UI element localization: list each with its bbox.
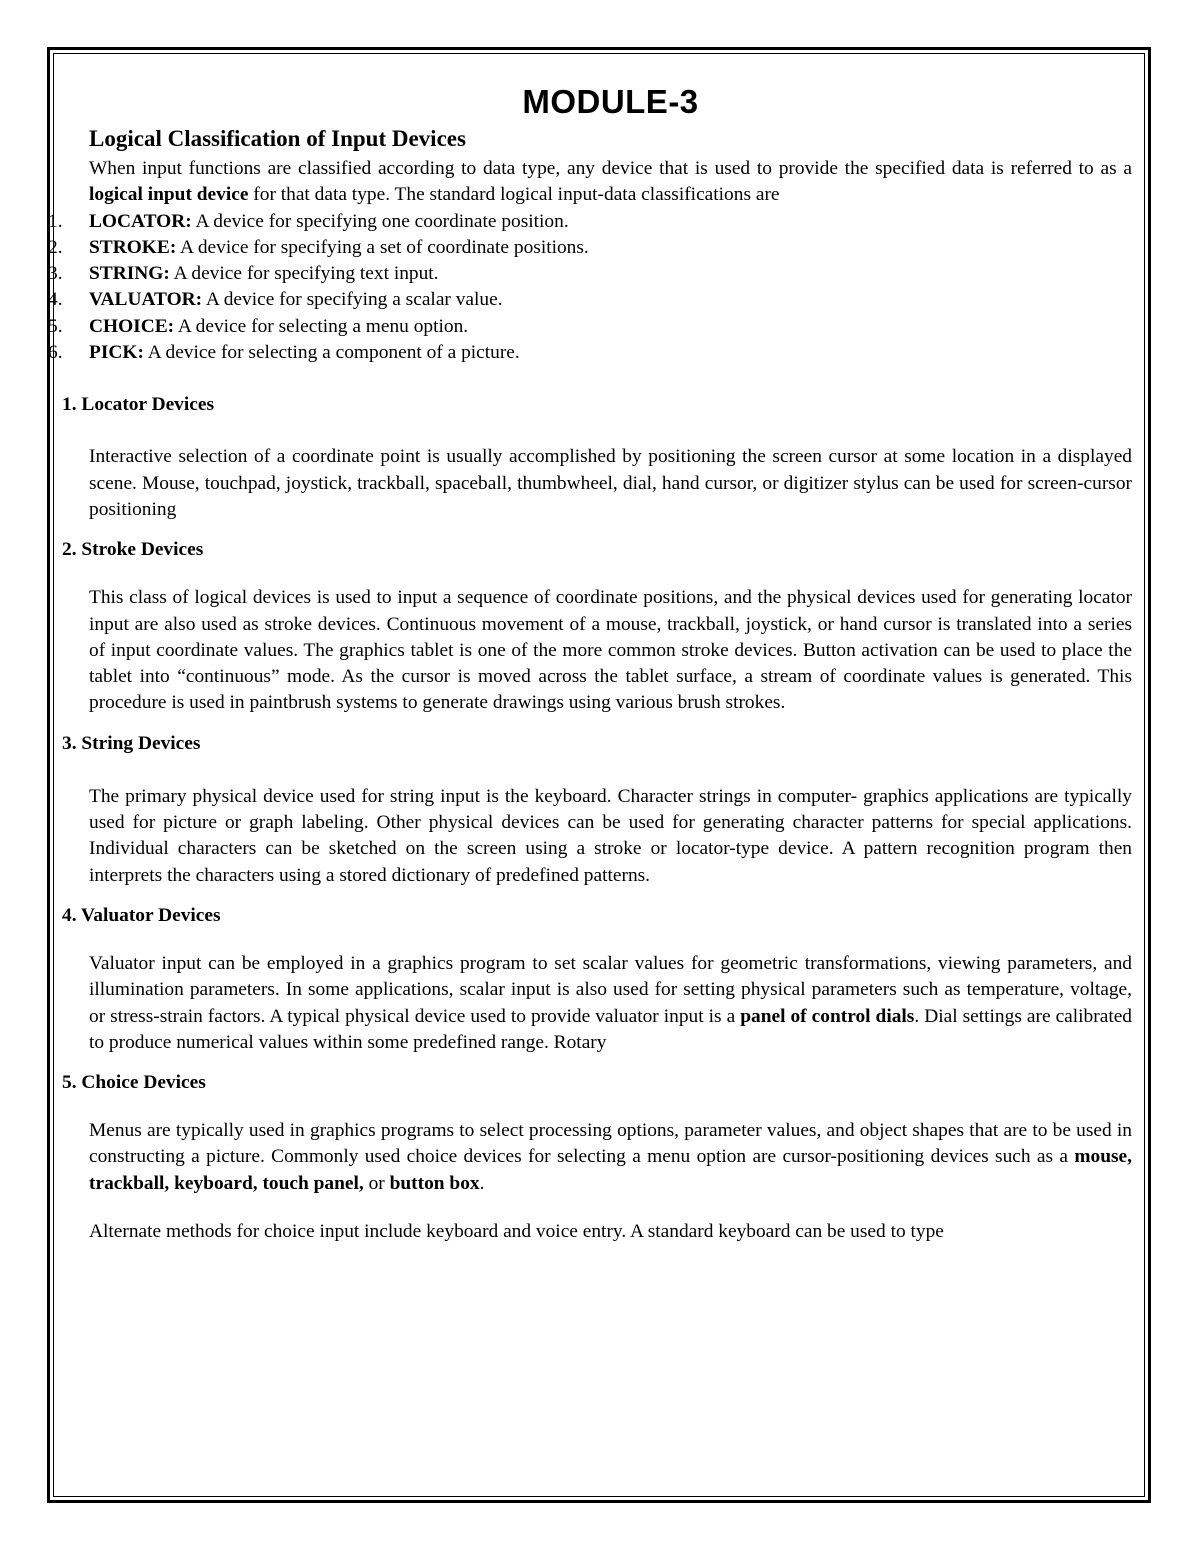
list-item — [48, 340, 1132, 366]
stroke-paragraph: This class of logical devices is used to input a sequence of coordinate positions, and the physical devices used for generating locator input are also used as stroke devices. Continuous movement of a mouse, trackball, joystick, or hand cursor is translated into a series of input coordinate values. The graphics tablet is one of the more common stroke devices. Button activation can be used to place the tablet into “continuous” mode. As the cursor is moved across the tablet surface, a stream of coordinate values is generated. This procedure is used in paintbrush systems to generate drawings using various brush strokes. — [89, 587, 1132, 714]
list-number: 5. — [48, 315, 63, 337]
list-desc: A device for selecting a menu option. — [174, 315, 469, 337]
valuator-text-2: . Dial settings are calibrated to produce numerical values within some predefined range. Rotary — [89, 1005, 1133, 1053]
list-item — [48, 314, 1132, 340]
list-term: PICK: — [89, 342, 144, 364]
intro-bold-term: logical input device — [89, 184, 249, 206]
list-term: CHOICE: — [89, 315, 175, 337]
choice-text-mid: or — [363, 1172, 390, 1194]
list-term: LOCATOR: — [89, 210, 192, 232]
locator-heading: 1. Locator Devices — [62, 394, 215, 416]
list-number: 1. — [48, 210, 63, 232]
valuator-paragraph — [89, 951, 1132, 1056]
stroke-heading: 2. Stroke Devices — [62, 539, 204, 561]
intro-text-2: for that data type. The standard logical input-data classifications are — [248, 184, 780, 206]
choice-bold-term-2: button box — [389, 1172, 480, 1194]
choice-text-1: Menus are typically used in graphics programs to select processing options, parameter values, and object shapes that are to be used in constructing a picture. Commonly used choice devices for selecting a menu option are cursor-positioning devices such as a — [89, 1120, 1132, 1168]
list-item — [48, 209, 1132, 235]
choice-heading: 5. Choice Devices — [62, 1072, 206, 1094]
list-desc: A device for specifying a set of coordinate positions. — [176, 236, 589, 258]
valuator-text-1: Valuator input can be employed in a graphics program to set scalar values for geometric transformations, viewing parameters, and illumination parameters. In some applications, scalar input is also used for setting physical parameters such as temperature, voltage, or stress-strain factors. A typical physical device used to provide valuator input is a — [89, 952, 1132, 1027]
list-desc: A device for specifying one coordinate position. — [191, 210, 569, 232]
list-number: 4. — [48, 289, 63, 311]
list-number: 2. — [48, 236, 63, 258]
section-title: Logical Classification of Input Devices — [89, 126, 466, 151]
list-number: 3. — [48, 263, 63, 285]
list-term: STROKE: — [89, 236, 177, 258]
list-term: VALUATOR: — [89, 289, 203, 311]
classification-list — [48, 209, 1132, 367]
locator-paragraph: Interactive selection of a coordinate point is usually accomplished by positioning the screen cursor at some location in a displayed scene. Mouse, touchpad, joystick, trackball, spaceball, thumbwheel, dial, hand cursor, or digitizer stylus can be used for screen-cursor positioning — [89, 446, 1132, 520]
list-item — [48, 287, 1132, 313]
string-paragraph: The primary physical device used for string input is the keyboard. Character strings in computer- graphics applications are typically used for picture or graph labeling. Other physical devices can be used for generating character patterns for special applications. Individual characters can be sketched on the screen using a stroke or locator-type device. A pattern recognition program then interprets the characters using a stored dictionary of predefined patterns. — [89, 785, 1132, 886]
intro-text-1: When input functions are classified according to data type, any device that is used to provide the specified data is referred to as a — [89, 158, 1132, 179]
choice-alt-paragraph: Alternate methods for choice input include keyboard and voice entry. A standard keyboard can be used to type — [89, 1221, 944, 1243]
choice-bold-terms: mouse, trackball, keyboard, touch panel, — [89, 1146, 1132, 1194]
choice-text-2: . — [479, 1172, 485, 1194]
intro-paragraph — [89, 156, 1132, 209]
list-term: STRING: — [89, 263, 170, 285]
module-title: MODULE-3 — [522, 83, 699, 120]
page-content — [48, 80, 1133, 1245]
choice-paragraph — [89, 1118, 1132, 1197]
string-heading: 3. String Devices — [62, 732, 201, 754]
list-item — [48, 235, 1132, 261]
list-desc: A device for selecting a component of a picture. — [143, 342, 520, 364]
list-number: 6. — [48, 342, 63, 364]
valuator-bold-term: panel of control dials — [740, 1005, 915, 1027]
list-desc: A device for specifying a scalar value. — [202, 289, 503, 311]
valuator-heading: 4. Valuator Devices — [62, 904, 221, 926]
list-item — [48, 261, 1132, 287]
list-desc: A device for specifying text input. — [169, 263, 439, 285]
